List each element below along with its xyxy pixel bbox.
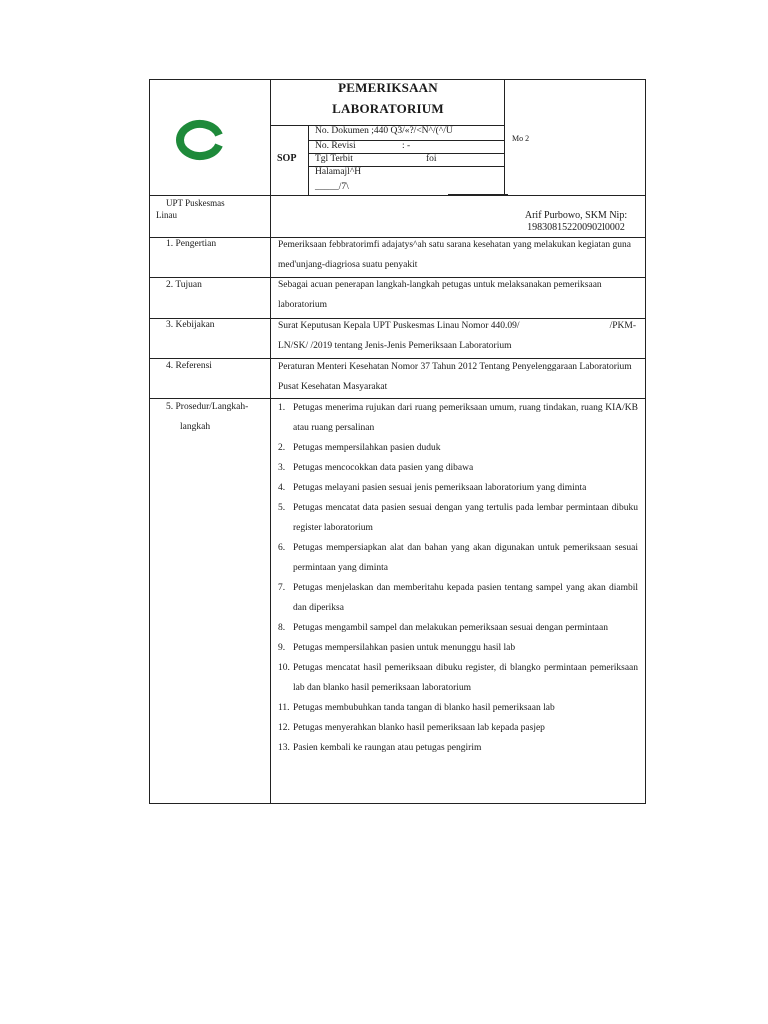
unit-line2: Linau: [156, 210, 177, 220]
unit-line1: UPT Puskesmas: [166, 198, 225, 208]
tgl-terbit-value: foi: [426, 154, 437, 164]
procedure-step: [278, 738, 638, 758]
step-text: Pasien kembali ke raungan atau petugas pengirim: [293, 743, 482, 753]
halaman-label: Halamajl^H: [315, 167, 362, 177]
step-number: 8.: [278, 623, 286, 633]
step-text: Petugas mempersiapkan alat dan bahan yang akan digunakan untuk pemeriksaan sesuai permintaan yang diminta: [293, 543, 638, 573]
step-text: Petugas menerima rujukan dari ruang pemeriksaan umum, ruang tindakan, ruang KIA/KB atau ruang persalinan: [293, 403, 638, 433]
section-label-tujuan: 2. Tujuan: [166, 280, 202, 290]
procedure-step: [278, 698, 638, 718]
kebijakan-line1-end: /PKM-: [609, 321, 636, 331]
step-text: Petugas melayani pasien sesuai jenis pemeriksaan laboratorium yang diminta: [293, 483, 587, 493]
step-number: 3.: [278, 463, 286, 473]
doc-title-line2: LABORATORIUM: [332, 101, 444, 116]
kebijakan-line2: LN/SK/ /2019 tentang Jenis-Jenis Pemeriksaan Laboratorium: [278, 341, 512, 351]
signer: [516, 210, 636, 234]
section-text-kebijakan: [278, 316, 636, 356]
step-text: Petugas membubuhkan tanda tangan di blanko hasil pemeriksaan lab: [293, 703, 555, 713]
step-number: 7.: [278, 583, 286, 593]
step-text: Petugas mencocokkan data pasien yang dibawa: [293, 463, 474, 473]
sop-label: SOP: [277, 153, 297, 164]
step-number: 6.: [278, 543, 286, 553]
section-text-referensi: Peraturan Menteri Kesehatan Nomor 37 Tahun 2012 Tentang Penyelenggaraan Laboratorium Pusat Kesehatan Masyarakat: [278, 362, 632, 392]
doc-title-line1: PEMERIKSAAN: [338, 80, 438, 95]
logo-icon: [175, 118, 227, 162]
section-label-kebijakan: 3. Kebijakan: [166, 320, 215, 330]
section-label-pengertian: 1. Pengertian: [166, 239, 217, 249]
divider: [308, 125, 309, 196]
step-text: Petugas menyerahkan blanko hasil pemeriksaan lab kepada pasjep: [293, 723, 545, 733]
divider: [270, 79, 271, 238]
step-number: 12.: [278, 723, 290, 733]
divider: [270, 237, 271, 804]
halaman-value: _____/7\: [315, 182, 349, 192]
procedure-step: [278, 718, 638, 738]
section-text-pengertian: Pemeriksaan febbratorimfi adajatys^ah satu sarana kesehatan yang melakukan kegiatan guna med'unjang-diagriosa suatu penyakit: [278, 240, 631, 270]
step-number: 9.: [278, 643, 286, 653]
procedure-step: [278, 498, 638, 538]
section-label-referensi: 4. Referensi: [166, 361, 212, 371]
step-text: Petugas mencatat data pasien sesuai dengan yang tertulis pada lembar permintaan dibuku register laboratorium: [293, 503, 638, 533]
signer-name: Arif Purbowo, SKM Nip:: [524, 210, 628, 221]
procedure-step: [278, 578, 638, 618]
section-text-tujuan: Sebagai acuan penerapan langkah-langkah petugas untuk melaksanakan pemeriksaan laboratorium: [278, 280, 602, 310]
step-number: 13.: [278, 743, 290, 753]
no-revisi-value: : -: [402, 141, 411, 151]
step-number: 10.: [278, 663, 290, 673]
no-revisi-label: No. Revisi: [315, 141, 356, 151]
procedure-step: [278, 538, 638, 578]
step-text: Petugas mencatat hasil pemeriksaan dibuku register, di blangko permintaan pemeriksaan lab dan blanko hasil pemeriksaan laboratorium: [293, 663, 638, 693]
section-label-prosedur: 5. Prosedur/Langkah-: [166, 402, 249, 412]
procedure-steps: [278, 398, 638, 758]
step-text: Petugas menjelaskan dan memberitahu kepada pasien tentang sampel yang akan diambil dan diperiksa: [293, 583, 638, 613]
kebijakan-line1: Surat Keputusan Kepala UPT Puskesmas Linau Nomor 440.09/: [278, 321, 520, 331]
step-number: 1.: [278, 403, 286, 413]
unit-name: [156, 197, 266, 221]
section-label-prosedur-2: langkah: [180, 422, 211, 432]
no-dokumen: No. Dokumen ;440 Q3/«?/<N^/(^/U: [315, 126, 453, 136]
procedure-step: [278, 638, 638, 658]
procedure-step: [278, 478, 638, 498]
signature-line: [448, 194, 508, 195]
tgl-terbit-label: Tgl Terbit: [315, 154, 353, 164]
divider: [504, 79, 505, 196]
page-marker: Mo 2: [512, 134, 530, 143]
step-text: Petugas mengambil sampel dan melakukan pemeriksaan sesuai dengan permintaan: [293, 623, 608, 633]
step-text: Petugas mempersilahkan pasien untuk menunggu hasil lab: [293, 643, 516, 653]
step-number: 4.: [278, 483, 286, 493]
signer-nip: 198308152200902l0002: [527, 222, 625, 233]
step-text: Petugas mempersilahkan pasien duduk: [293, 443, 441, 453]
divider: [149, 195, 646, 196]
step-number: 5.: [278, 503, 286, 513]
procedure-step: [278, 458, 638, 478]
procedure-step: [278, 618, 638, 638]
procedure-step: [278, 658, 638, 698]
procedure-step: [278, 438, 638, 458]
procedure-step: [278, 398, 638, 438]
step-number: 11.: [278, 703, 290, 713]
step-number: 2.: [278, 443, 286, 453]
